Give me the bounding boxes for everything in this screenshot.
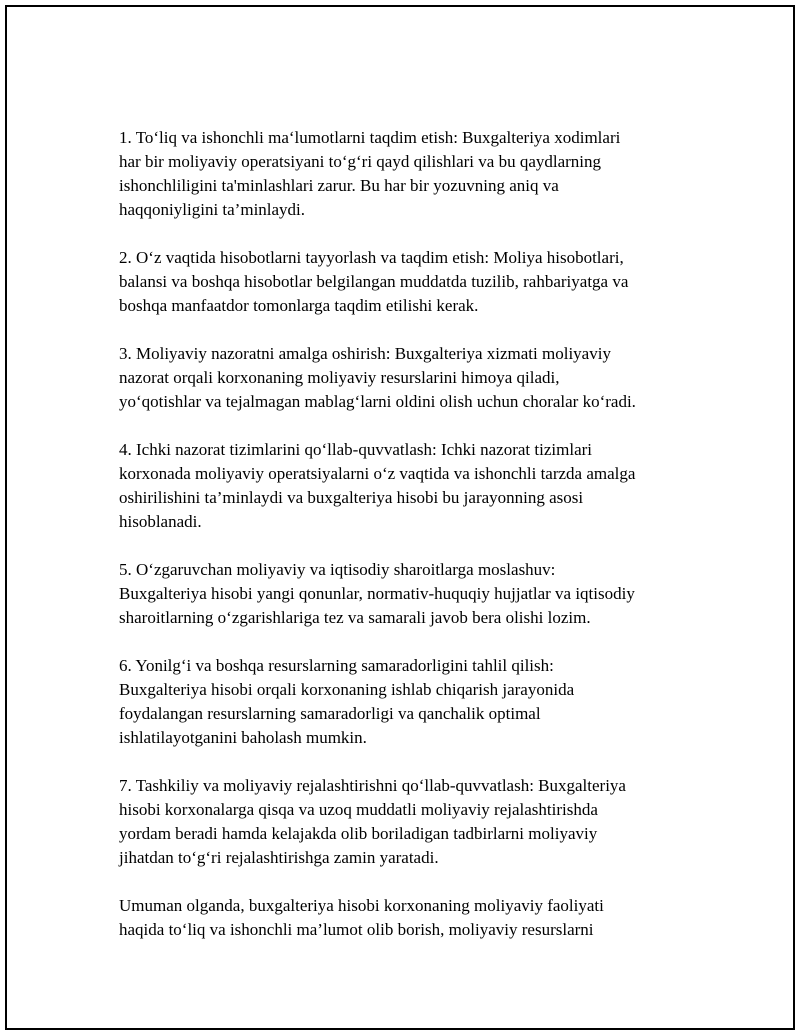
paragraph-summary: Umuman olganda, buxgalteriya hisobi korxonaning moliyaviy faoliyati haqida to‘liq va ishonchli ma’lumot olib borish, moliyaviy resurslarni — [119, 896, 604, 939]
paragraph-2: 2. O‘z vaqtida hisobotlarni tayyorlash va taqdim etish: Moliya hisobotlari, balansi va boshqa hisobotlar belgilangan muddatda tuzilib, rahbariyatga va boshqa manfaatdor tomonlarga taqdim etilishi kerak. — [119, 248, 629, 315]
document-body — [119, 126, 694, 942]
paragraph-5: 5. O‘zgaruvchan moliyaviy va iqtisodiy sharoitlarga moslashuv: Buxgalteriya hisobi yangi qonunlar, normativ-huquqiy hujjatlar va iqtisodiy sharoitlarning o‘zgarishlariga tez va samarali javob bera olishi lozim. — [119, 560, 635, 627]
paragraph-3: 3. Moliyaviy nazoratni amalga oshirish: Buxgalteriya xizmati moliyaviy nazorat orqali korxonaning moliyaviy resurslarini himoya qiladi, yo‘qotishlar va tejalmagan mablag‘larni oldini olish uchun choralar ko‘radi. — [119, 344, 636, 411]
paragraph-4: 4. Ichki nazorat tizimlarini qo‘llab-quvvatlash: Ichki nazorat tizimlari korxonada moliyaviy operatsiyalarni o‘z vaqtida va ishonchli tarzda amalga oshirilishini ta’minlaydi va buxgalteriya hisobi bu jarayonning asosi hisoblanadi. — [119, 440, 636, 531]
paragraph-6: 6. Yonilg‘i va boshqa resurslarning samaradorligini tahlil qilish: Buxgalteriya hisobi orqali korxonaning ishlab chiqarish jarayonida foydalangan resurslarning samaradorligi va qanchalik optimal ishlatilayotganini baholash mumkin. — [119, 656, 575, 747]
document-page — [5, 5, 795, 1030]
paragraph-1: 1. To‘liq va ishonchli ma‘lumotlarni taqdim etish: Buxgalteriya xodimlari har bir moliyaviy operatsiyani to‘g‘ri qayd qilishlari va bu qaydlarning ishonchliligini ta'minlashlari zarur. Bu har bir yozuvning aniq va haqqoniyligini ta’minlaydi. — [119, 128, 621, 219]
paragraph-7: 7. Tashkiliy va moliyaviy rejalashtirishni qo‘llab-quvvatlash: Buxgalteriya hisobi korxonalarga qisqa va uzoq muddatli moliyaviy rejalashtirishda yordam beradi hamda kelajakda olib boriladigan tadbirlarni moliyaviy jihatdan to‘g‘ri rejalashtirishga zamin yaratadi. — [119, 776, 626, 867]
